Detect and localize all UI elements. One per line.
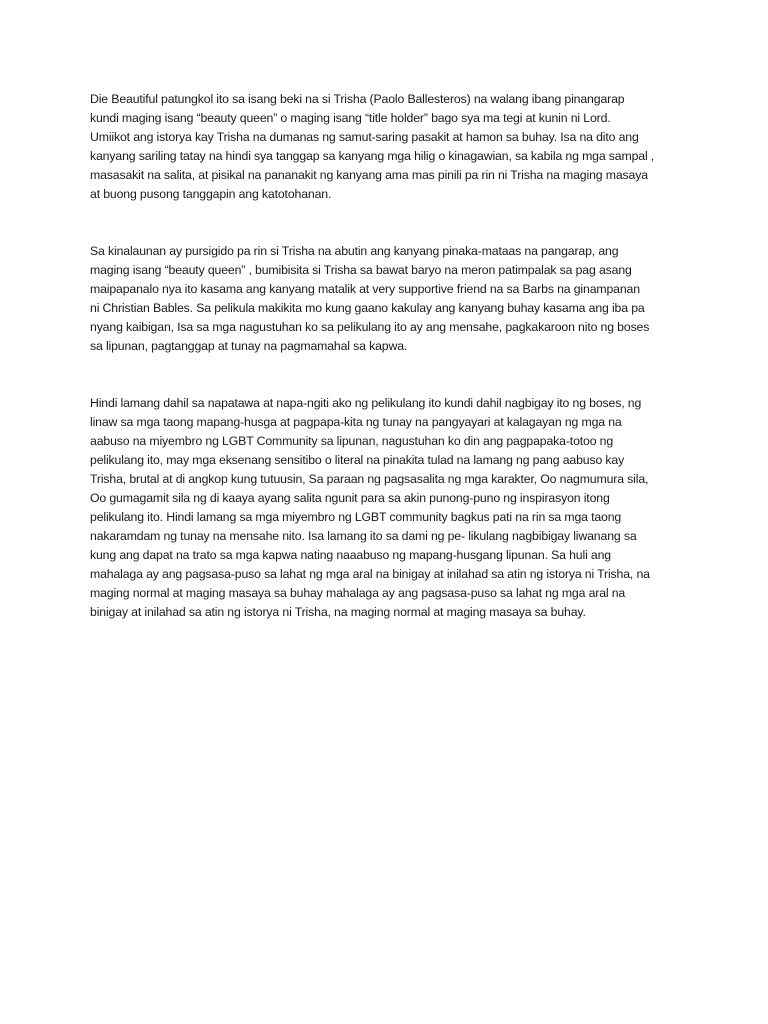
text-line: mahalaga ay ang pagsasa-puso sa lahat ng mga aral na binigay at inilahad sa atin ng istorya ni Trisha, na xyxy=(90,567,650,581)
text-line: maging normal at maging masaya sa buhay mahalaga ay ang pagsasa-puso sa lahat ng mga aral na xyxy=(90,586,626,600)
text-line: aabuso na miyembro ng LGBT Community sa lipunan, nagustuhan ko din ang pagpapaka-totoo ng xyxy=(90,434,614,448)
text-line: kanyang sariling tatay na hindi sya tanggap sa kanyang mga hilig o kinagawian, sa kabila ng mga sampal , xyxy=(90,149,655,163)
text-line: kung ang dapat na trato sa mga kapwa nating naaabuso ng mapang-husgang lipunan. Sa huli ang xyxy=(90,548,611,562)
text-line: masasakit na salita, at pisikal na pananakit ng kanyang ama mas pinili pa rin ni Trisha na maging masaya xyxy=(90,168,648,182)
text-line: Sa kinalaunan ay pursigido pa rin si Trisha na abutin ang kanyang pinaka-mataas na pangarap, ang xyxy=(90,244,619,258)
text-line: at buong pusong tanggapin ang katotohanan. xyxy=(90,187,332,201)
text-line: Die Beautiful patungkol ito sa isang beki na si Trisha (Paolo Ballesteros) na walang ibang pinangarap xyxy=(90,92,625,106)
text-line: Umiikot ang istorya kay Trisha na dumanas ng samut-saring pasakit at hamon sa buhay. Isa na dito ang xyxy=(90,130,639,144)
text-line: ni Christian Bables. Sa pelikula makikita mo kung gaano kakulay ang kanyang buhay kasama ang iba pa xyxy=(90,301,645,315)
text-line: Trisha, brutal at di angkop kung tutuusin, Sa paraan ng pagsasalita ng mga karakter, Oo nagmumura sila, xyxy=(90,472,649,486)
document-body xyxy=(90,90,690,622)
text-line: nyang kaibigan, Isa sa mga nagustuhan ko sa pelikulang ito ay ang mensahe, pagkakaroon nito ng boses xyxy=(90,320,650,334)
paragraph-1 xyxy=(90,90,690,204)
text-line: linaw sa mga taong mapang-husga at pagpapa-kita ng tunay na pangyayari at kalagayan ng mga na xyxy=(90,415,622,429)
text-line: Hindi lamang dahil sa napatawa at napa-ngiti ako ng pelikulang ito kundi dahil nagbigay ito ng boses, ng xyxy=(90,396,642,410)
text-line: nakaramdam ng tunay na mensahe nito. Isa lamang ito sa dami ng pe- likulang nagbibigay liwanang sa xyxy=(90,529,637,543)
text-line: sa lipunan, pagtanggap at tunay na pagmamahal sa kapwa. xyxy=(90,339,408,353)
text-line: binigay at inilahad sa atin ng istorya ni Trisha, na maging normal at maging masaya sa buhay. xyxy=(90,605,586,619)
text-line: pelikulang ito. Hindi lamang sa mga miyembro ng LGBT community bagkus pati na rin sa mga taong xyxy=(90,510,622,524)
text-line: maipapanalo nya ito kasama ang kanyang matalik at very supportive friend na sa Barbs na ginampanan xyxy=(90,282,640,296)
text-line: maging isang “beauty queen” , bumibisita si Trisha sa bawat baryo na meron patimpalak sa pag asang xyxy=(90,263,632,277)
text-line: kundi maging isang “beauty queen” o maging isang “title holder” bago sya ma tegi at kunin ni Lord. xyxy=(90,111,611,125)
text-line: Oo gumagamit sila ng di kaaya ayang salita ngunit para sa akin punong-puno ng inspirasyon itong xyxy=(90,491,610,505)
paragraph-3 xyxy=(90,394,690,622)
paragraph-2 xyxy=(90,242,690,356)
text-line: pelikulang ito, may mga eksenang sensitibo o literal na pinakita tulad na lamang ng pang aabuso kay xyxy=(90,453,625,467)
